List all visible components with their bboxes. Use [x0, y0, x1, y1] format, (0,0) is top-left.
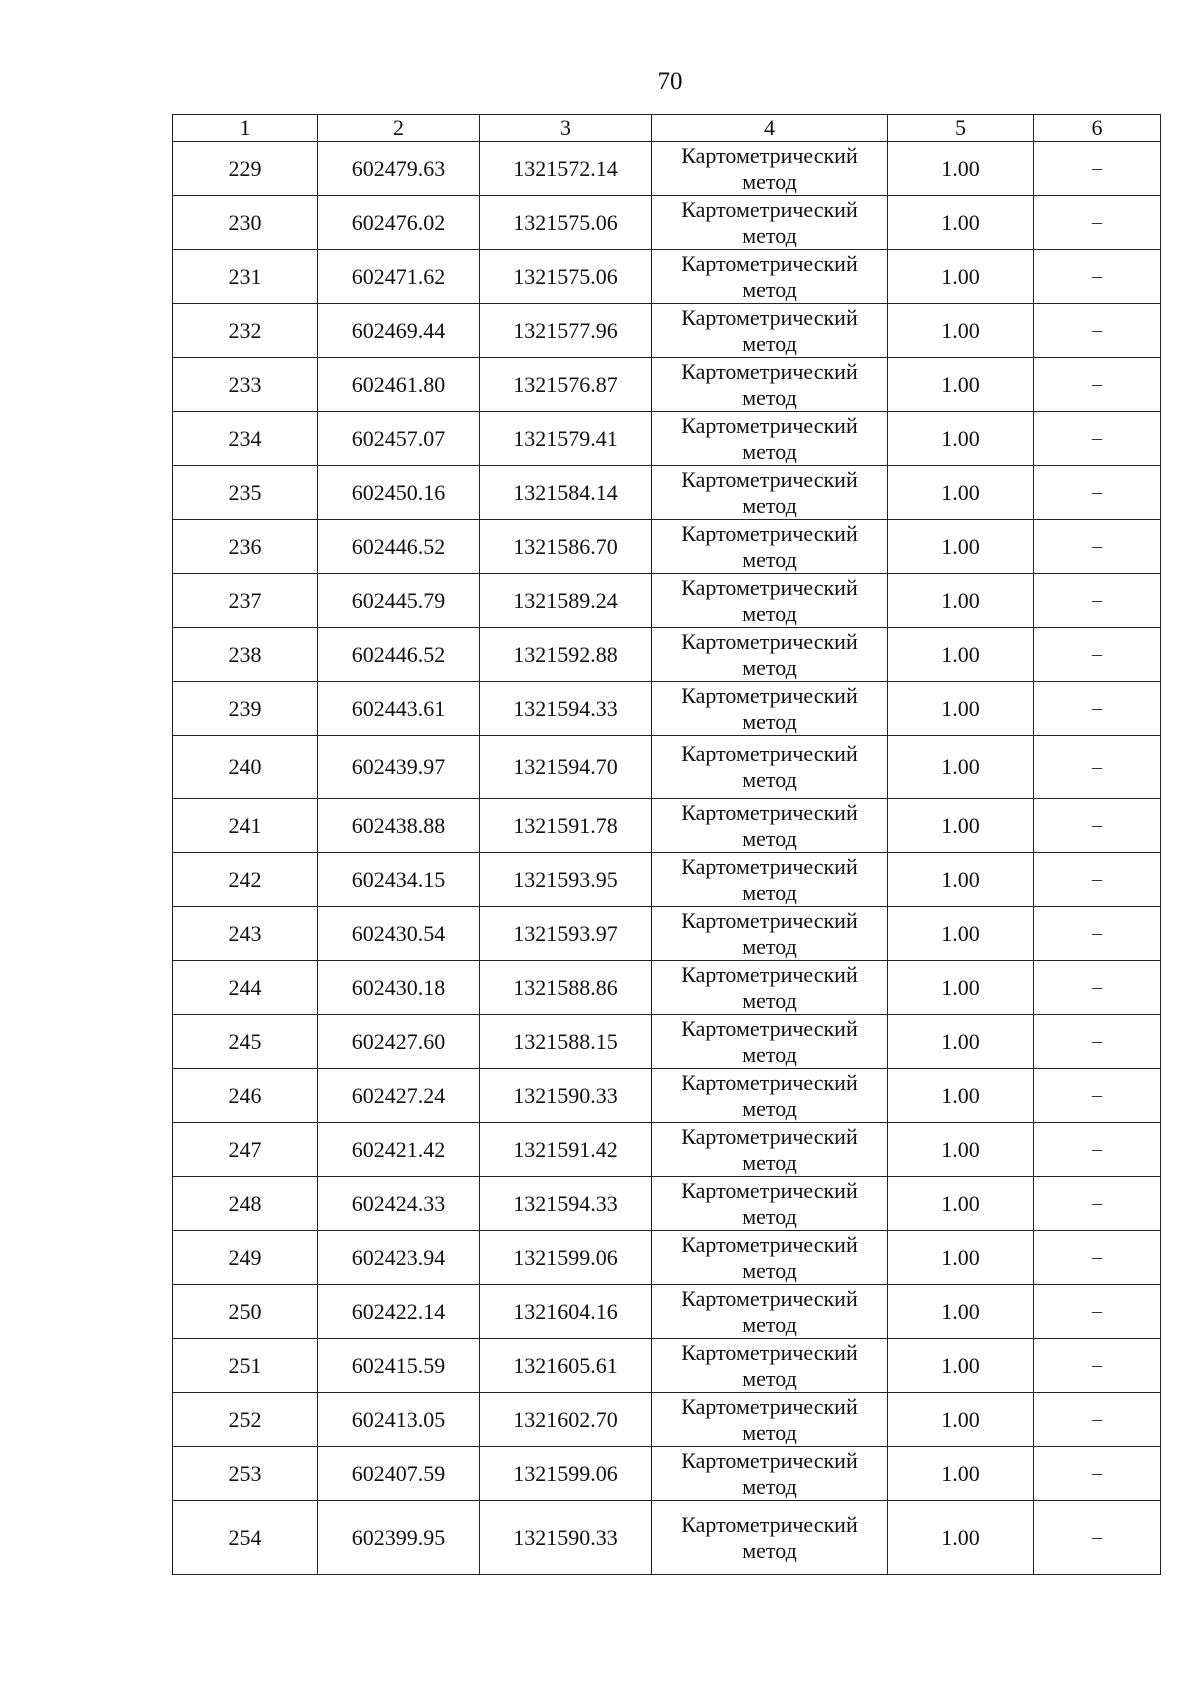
- y-coordinate-cell: 1321590.33: [480, 1501, 652, 1575]
- point-number-cell: 246: [173, 1069, 318, 1123]
- column-header-4: 4: [652, 115, 888, 142]
- table-row: [173, 682, 1161, 736]
- x-coordinate-cell: 602445.79: [318, 574, 480, 628]
- point-number-cell: 248: [173, 1177, 318, 1231]
- accuracy-cell: 1.00: [888, 1285, 1034, 1339]
- note-cell: –: [1034, 799, 1161, 853]
- method-line-1: Картометрический: [681, 1339, 858, 1365]
- table-header-row: [173, 115, 1161, 142]
- point-number-cell: 234: [173, 412, 318, 466]
- table-row: [173, 1339, 1161, 1393]
- method-cell: [652, 1231, 888, 1285]
- method-line-2: метод: [742, 1473, 797, 1499]
- y-coordinate-cell: 1321588.86: [480, 961, 652, 1015]
- accuracy-cell: 1.00: [888, 1015, 1034, 1069]
- table-row: [173, 358, 1161, 412]
- point-number-cell: 239: [173, 682, 318, 736]
- table-row: [173, 1231, 1161, 1285]
- method-cell: [652, 1015, 888, 1069]
- table-row: [173, 196, 1161, 250]
- accuracy-cell: 1.00: [888, 1069, 1034, 1123]
- point-number-cell: 235: [173, 466, 318, 520]
- point-number-cell: 247: [173, 1123, 318, 1177]
- method-line-2: метод: [742, 384, 797, 410]
- point-number-cell: 244: [173, 961, 318, 1015]
- method-cell: [652, 1123, 888, 1177]
- accuracy-cell: 1.00: [888, 358, 1034, 412]
- x-coordinate-cell: 602443.61: [318, 682, 480, 736]
- accuracy-cell: 1.00: [888, 1447, 1034, 1501]
- method-line-2: метод: [742, 492, 797, 518]
- y-coordinate-cell: 1321594.33: [480, 1177, 652, 1231]
- table-body: [173, 142, 1161, 1575]
- method-cell: [652, 1447, 888, 1501]
- note-cell: –: [1034, 304, 1161, 358]
- method-line-1: Картометрический: [681, 1511, 858, 1537]
- point-number-cell: 242: [173, 853, 318, 907]
- accuracy-cell: 1.00: [888, 736, 1034, 799]
- point-number-cell: 230: [173, 196, 318, 250]
- y-coordinate-cell: 1321593.95: [480, 853, 652, 907]
- note-cell: –: [1034, 682, 1161, 736]
- method-cell: [652, 961, 888, 1015]
- method-cell: [652, 574, 888, 628]
- table-row: [173, 907, 1161, 961]
- x-coordinate-cell: 602438.88: [318, 799, 480, 853]
- point-number-cell: 250: [173, 1285, 318, 1339]
- method-cell: [652, 1177, 888, 1231]
- method-line-1: Картометрический: [681, 412, 858, 438]
- point-number-cell: 231: [173, 250, 318, 304]
- method-line-2: метод: [742, 330, 797, 356]
- accuracy-cell: 1.00: [888, 466, 1034, 520]
- method-line-1: Картометрический: [681, 466, 858, 492]
- method-cell: [652, 358, 888, 412]
- method-line-2: метод: [742, 546, 797, 572]
- method-line-2: метод: [742, 1041, 797, 1067]
- accuracy-cell: 1.00: [888, 853, 1034, 907]
- accuracy-cell: 1.00: [888, 628, 1034, 682]
- method-line-2: метод: [742, 825, 797, 851]
- coordinates-table: [172, 114, 1161, 1575]
- point-number-cell: 229: [173, 142, 318, 196]
- method-line-1: Картометрический: [681, 1123, 858, 1149]
- note-cell: –: [1034, 142, 1161, 196]
- point-number-cell: 254: [173, 1501, 318, 1575]
- table-row: [173, 1447, 1161, 1501]
- method-line-1: Картометрический: [681, 853, 858, 879]
- y-coordinate-cell: 1321599.06: [480, 1231, 652, 1285]
- method-cell: [652, 196, 888, 250]
- method-cell: [652, 1069, 888, 1123]
- column-header-3: 3: [480, 115, 652, 142]
- accuracy-cell: 1.00: [888, 682, 1034, 736]
- method-line-2: метод: [742, 168, 797, 194]
- x-coordinate-cell: 602469.44: [318, 304, 480, 358]
- method-line-1: Картометрический: [681, 1015, 858, 1041]
- y-coordinate-cell: 1321590.33: [480, 1069, 652, 1123]
- accuracy-cell: 1.00: [888, 412, 1034, 466]
- method-line-1: Картометрический: [681, 961, 858, 987]
- method-line-1: Картометрический: [681, 799, 858, 825]
- x-coordinate-cell: 602434.15: [318, 853, 480, 907]
- method-cell: [652, 628, 888, 682]
- table-row: [173, 736, 1161, 799]
- x-coordinate-cell: 602415.59: [318, 1339, 480, 1393]
- note-cell: –: [1034, 412, 1161, 466]
- table-row: [173, 1501, 1161, 1575]
- method-line-1: Картометрический: [681, 1285, 858, 1311]
- note-cell: –: [1034, 520, 1161, 574]
- y-coordinate-cell: 1321604.16: [480, 1285, 652, 1339]
- method-cell: [652, 304, 888, 358]
- x-coordinate-cell: 602430.54: [318, 907, 480, 961]
- method-line-1: Картометрический: [681, 358, 858, 384]
- note-cell: –: [1034, 1339, 1161, 1393]
- method-cell: [652, 1501, 888, 1575]
- x-coordinate-cell: 602407.59: [318, 1447, 480, 1501]
- accuracy-cell: 1.00: [888, 196, 1034, 250]
- accuracy-cell: 1.00: [888, 1393, 1034, 1447]
- method-line-2: метод: [742, 1365, 797, 1391]
- method-line-2: метод: [742, 1257, 797, 1283]
- method-line-1: Картометрический: [681, 142, 858, 168]
- x-coordinate-cell: 602479.63: [318, 142, 480, 196]
- method-cell: [652, 1339, 888, 1393]
- table-row: [173, 250, 1161, 304]
- note-cell: –: [1034, 466, 1161, 520]
- x-coordinate-cell: 602399.95: [318, 1501, 480, 1575]
- y-coordinate-cell: 1321594.70: [480, 736, 652, 799]
- table-row: [173, 853, 1161, 907]
- method-cell: [652, 1393, 888, 1447]
- accuracy-cell: 1.00: [888, 1177, 1034, 1231]
- table-row: [173, 1069, 1161, 1123]
- method-line-2: метод: [742, 879, 797, 905]
- method-line-2: метод: [742, 1149, 797, 1175]
- method-line-1: Картометрический: [681, 250, 858, 276]
- method-line-1: Картометрический: [681, 741, 858, 766]
- x-coordinate-cell: 602446.52: [318, 520, 480, 574]
- note-cell: –: [1034, 1501, 1161, 1575]
- method-line-2: метод: [742, 438, 797, 464]
- note-cell: –: [1034, 1015, 1161, 1069]
- note-cell: –: [1034, 1177, 1161, 1231]
- method-line-2: метод: [742, 1311, 797, 1337]
- table-row: [173, 961, 1161, 1015]
- note-cell: –: [1034, 1123, 1161, 1177]
- method-line-2: метод: [742, 1537, 797, 1563]
- table-row: [173, 466, 1161, 520]
- note-cell: –: [1034, 628, 1161, 682]
- note-cell: –: [1034, 961, 1161, 1015]
- table-row: [173, 520, 1161, 574]
- y-coordinate-cell: 1321599.06: [480, 1447, 652, 1501]
- x-coordinate-cell: 602450.16: [318, 466, 480, 520]
- accuracy-cell: 1.00: [888, 304, 1034, 358]
- method-line-1: Картометрический: [681, 1231, 858, 1257]
- method-cell: [652, 466, 888, 520]
- note-cell: –: [1034, 250, 1161, 304]
- method-line-2: метод: [742, 276, 797, 302]
- point-number-cell: 237: [173, 574, 318, 628]
- x-coordinate-cell: 602421.42: [318, 1123, 480, 1177]
- method-line-2: метод: [742, 600, 797, 626]
- y-coordinate-cell: 1321575.06: [480, 196, 652, 250]
- column-header-6: 6: [1034, 115, 1161, 142]
- method-cell: [652, 250, 888, 304]
- accuracy-cell: 1.00: [888, 250, 1034, 304]
- x-coordinate-cell: 602471.62: [318, 250, 480, 304]
- method-line-1: Картометрический: [681, 907, 858, 933]
- method-line-1: Картометрический: [681, 1447, 858, 1473]
- y-coordinate-cell: 1321577.96: [480, 304, 652, 358]
- note-cell: –: [1034, 736, 1161, 799]
- method-line-1: Картометрический: [681, 304, 858, 330]
- method-cell: [652, 853, 888, 907]
- note-cell: –: [1034, 907, 1161, 961]
- method-line-2: метод: [742, 767, 797, 792]
- note-cell: –: [1034, 1285, 1161, 1339]
- accuracy-cell: 1.00: [888, 907, 1034, 961]
- note-cell: –: [1034, 1447, 1161, 1501]
- method-line-2: метод: [742, 987, 797, 1013]
- method-line-1: Картометрический: [681, 628, 858, 654]
- point-number-cell: 236: [173, 520, 318, 574]
- method-cell: [652, 520, 888, 574]
- table-row: [173, 1015, 1161, 1069]
- point-number-cell: 240: [173, 736, 318, 799]
- y-coordinate-cell: 1321594.33: [480, 682, 652, 736]
- x-coordinate-cell: 602427.24: [318, 1069, 480, 1123]
- method-line-1: Картометрический: [681, 1393, 858, 1419]
- point-number-cell: 241: [173, 799, 318, 853]
- x-coordinate-cell: 602430.18: [318, 961, 480, 1015]
- table-row: [173, 142, 1161, 196]
- accuracy-cell: 1.00: [888, 520, 1034, 574]
- method-cell: [652, 682, 888, 736]
- page-number: 70: [657, 68, 683, 95]
- note-cell: –: [1034, 853, 1161, 907]
- x-coordinate-cell: 602446.52: [318, 628, 480, 682]
- accuracy-cell: 1.00: [888, 1339, 1034, 1393]
- table-row: [173, 1177, 1161, 1231]
- x-coordinate-cell: 602457.07: [318, 412, 480, 466]
- point-number-cell: 251: [173, 1339, 318, 1393]
- x-coordinate-cell: 602422.14: [318, 1285, 480, 1339]
- method-line-2: метод: [742, 654, 797, 680]
- table-row: [173, 574, 1161, 628]
- column-header-2: 2: [318, 115, 480, 142]
- method-line-2: метод: [742, 222, 797, 248]
- note-cell: –: [1034, 1393, 1161, 1447]
- accuracy-cell: 1.00: [888, 142, 1034, 196]
- y-coordinate-cell: 1321592.88: [480, 628, 652, 682]
- method-line-1: Картометрический: [681, 520, 858, 546]
- accuracy-cell: 1.00: [888, 1231, 1034, 1285]
- method-line-1: Картометрический: [681, 1177, 858, 1203]
- method-line-2: метод: [742, 1095, 797, 1121]
- x-coordinate-cell: 602439.97: [318, 736, 480, 799]
- x-coordinate-cell: 602424.33: [318, 1177, 480, 1231]
- table-row: [173, 412, 1161, 466]
- y-coordinate-cell: 1321591.78: [480, 799, 652, 853]
- point-number-cell: 243: [173, 907, 318, 961]
- table-row: [173, 799, 1161, 853]
- point-number-cell: 252: [173, 1393, 318, 1447]
- method-line-2: метод: [742, 1203, 797, 1229]
- point-number-cell: 238: [173, 628, 318, 682]
- method-line-1: Картометрический: [681, 682, 858, 708]
- y-coordinate-cell: 1321591.42: [480, 1123, 652, 1177]
- point-number-cell: 249: [173, 1231, 318, 1285]
- table-row: [173, 1393, 1161, 1447]
- point-number-cell: 253: [173, 1447, 318, 1501]
- y-coordinate-cell: 1321602.70: [480, 1393, 652, 1447]
- column-header-1: 1: [173, 115, 318, 142]
- x-coordinate-cell: 602423.94: [318, 1231, 480, 1285]
- method-line-1: Картометрический: [681, 574, 858, 600]
- method-line-1: Картометрический: [681, 1069, 858, 1095]
- accuracy-cell: 1.00: [888, 1501, 1034, 1575]
- y-coordinate-cell: 1321589.24: [480, 574, 652, 628]
- method-line-2: метод: [742, 1419, 797, 1445]
- method-cell: [652, 799, 888, 853]
- x-coordinate-cell: 602427.60: [318, 1015, 480, 1069]
- y-coordinate-cell: 1321605.61: [480, 1339, 652, 1393]
- y-coordinate-cell: 1321584.14: [480, 466, 652, 520]
- point-number-cell: 232: [173, 304, 318, 358]
- method-line-1: Картометрический: [681, 196, 858, 222]
- note-cell: –: [1034, 358, 1161, 412]
- note-cell: –: [1034, 1231, 1161, 1285]
- x-coordinate-cell: 602476.02: [318, 196, 480, 250]
- y-coordinate-cell: 1321586.70: [480, 520, 652, 574]
- note-cell: –: [1034, 574, 1161, 628]
- y-coordinate-cell: 1321579.41: [480, 412, 652, 466]
- table-row: [173, 1123, 1161, 1177]
- method-cell: [652, 412, 888, 466]
- accuracy-cell: 1.00: [888, 574, 1034, 628]
- point-number-cell: 233: [173, 358, 318, 412]
- method-cell: [652, 142, 888, 196]
- note-cell: –: [1034, 196, 1161, 250]
- y-coordinate-cell: 1321576.87: [480, 358, 652, 412]
- method-cell: [652, 907, 888, 961]
- method-cell: [652, 736, 888, 799]
- table-row: [173, 628, 1161, 682]
- note-cell: –: [1034, 1069, 1161, 1123]
- y-coordinate-cell: 1321572.14: [480, 142, 652, 196]
- table-row: [173, 1285, 1161, 1339]
- y-coordinate-cell: 1321593.97: [480, 907, 652, 961]
- accuracy-cell: 1.00: [888, 961, 1034, 1015]
- column-header-5: 5: [888, 115, 1034, 142]
- method-line-2: метод: [742, 933, 797, 959]
- table-row: [173, 304, 1161, 358]
- y-coordinate-cell: 1321575.06: [480, 250, 652, 304]
- x-coordinate-cell: 602413.05: [318, 1393, 480, 1447]
- method-cell: [652, 1285, 888, 1339]
- accuracy-cell: 1.00: [888, 799, 1034, 853]
- y-coordinate-cell: 1321588.15: [480, 1015, 652, 1069]
- method-line-2: метод: [742, 708, 797, 734]
- accuracy-cell: 1.00: [888, 1123, 1034, 1177]
- x-coordinate-cell: 602461.80: [318, 358, 480, 412]
- point-number-cell: 245: [173, 1015, 318, 1069]
